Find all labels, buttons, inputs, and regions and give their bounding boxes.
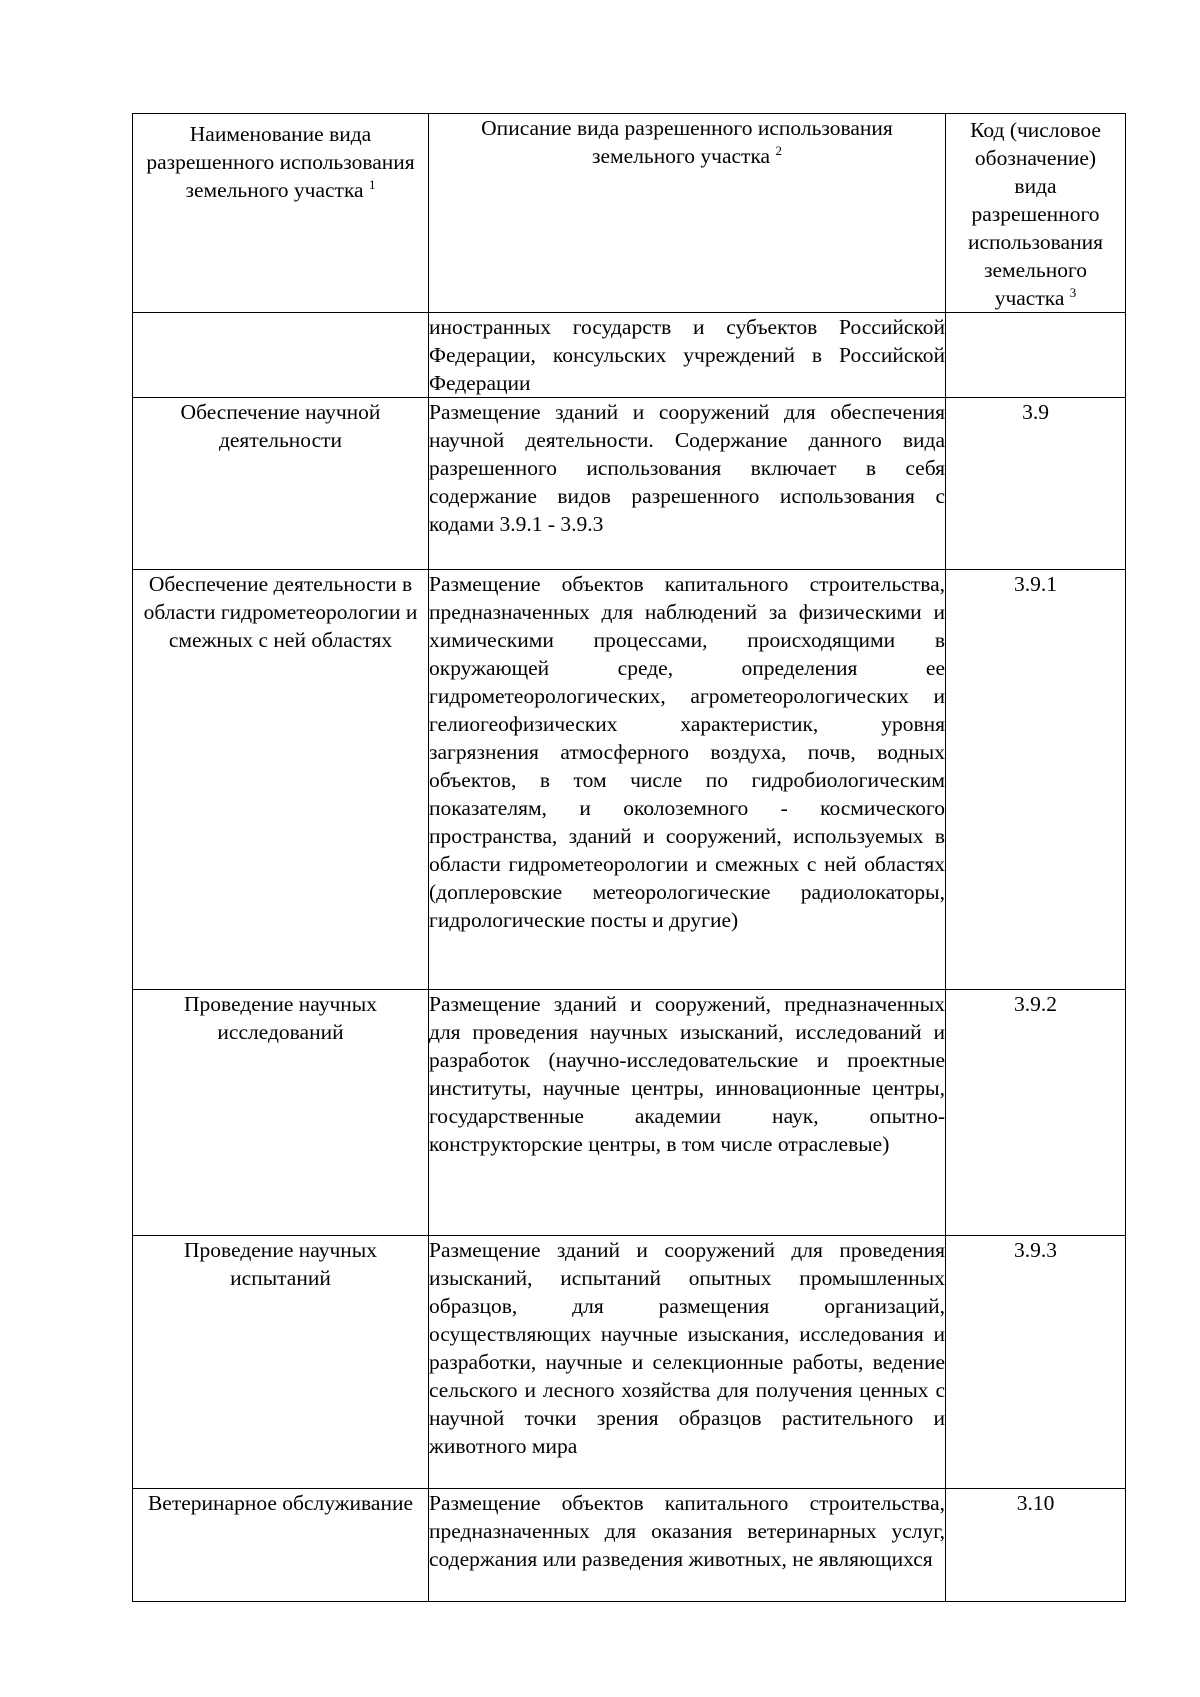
header-code <box>946 114 1126 313</box>
footnote-ref-1: 1 <box>368 176 376 192</box>
table-row <box>133 1489 1126 1602</box>
footnote-ref-3: 3 <box>1069 284 1077 300</box>
header-name <box>133 114 429 313</box>
row-description: иностранных государств и субъектов Российской Федерации, консульских учреждений в Российской Федерации <box>429 313 946 398</box>
row-code: 3.10 <box>946 1489 1126 1602</box>
header-description-text: Описание вида разрешенного использования земельного участка <box>481 116 893 168</box>
row-code <box>946 313 1126 398</box>
row-name: Ветеринарное обслуживание <box>133 1489 429 1602</box>
row-code: 3.9.3 <box>946 1236 1126 1489</box>
land-use-table <box>132 113 1126 1602</box>
row-code: 3.9.1 <box>946 570 1126 990</box>
table-row <box>133 398 1126 570</box>
row-description: Размещение зданий и сооружений, предназначенных для проведения научных изысканий, исследований и разработок (научно-исследовательские и проектные институты, научные центры, инновационные центры, государственные академии наук, опытно-конструкторские центры, в том числе отраслевые) <box>429 990 946 1236</box>
row-description: Размещение объектов капитального строительства, предназначенных для оказания ветеринарных услуг, содержания или разведения животных, не являющихся <box>429 1489 946 1602</box>
row-name <box>133 313 429 398</box>
row-name: Обеспечение деятельности в области гидрометеорологии и смежных с ней областях <box>133 570 429 990</box>
row-code: 3.9 <box>946 398 1126 570</box>
header-name-text: Наименование вида разрешенного использования земельного участка <box>146 122 415 202</box>
row-description: Размещение зданий и сооружений для проведения изысканий, испытаний опытных промышленных образцов, для размещения организаций, осуществляющих научные изыскания, исследования и разработки, научные и селекционные работы, ведение сельского и лесного хозяйства для получения ценных с научной точки зрения образцов растительного и животного мира <box>429 1236 946 1489</box>
header-code-text: Код (числовое обозначение) вида разрешенного использования земельного участка <box>968 118 1103 310</box>
row-name: Проведение научных испытаний <box>133 1236 429 1489</box>
table-row <box>133 570 1126 990</box>
table-row <box>133 1236 1126 1489</box>
header-description <box>429 114 946 313</box>
table-row <box>133 990 1126 1236</box>
table-row <box>133 313 1126 398</box>
table-header-row <box>133 114 1126 313</box>
row-name: Обеспечение научной деятельности <box>133 398 429 570</box>
row-code: 3.9.2 <box>946 990 1126 1236</box>
row-description: Размещение объектов капитального строительства, предназначенных для наблюдений за физическими и химическими процессами, происходящими в окружающей среде, определения ее гидрометеорологических, агрометеорологических и гелиогеофизических характеристик, уровня загрязнения атмосферного воздуха, почв, водных объектов, в том числе по гидробиологическим показателям, и околоземного - космического пространства, зданий и сооружений, используемых в области гидрометеорологии и смежных с ней областях (доплеровские метеорологические радиолокаторы, гидрологические посты и другие) <box>429 570 946 990</box>
row-description: Размещение зданий и сооружений для обеспечения научной деятельности. Содержание данного вида разрешенного использования включает в себя содержание видов разрешенного использования с кодами 3.9.1 - 3.9.3 <box>429 398 946 570</box>
footnote-ref-2: 2 <box>775 142 782 158</box>
row-name: Проведение научных исследований <box>133 990 429 1236</box>
